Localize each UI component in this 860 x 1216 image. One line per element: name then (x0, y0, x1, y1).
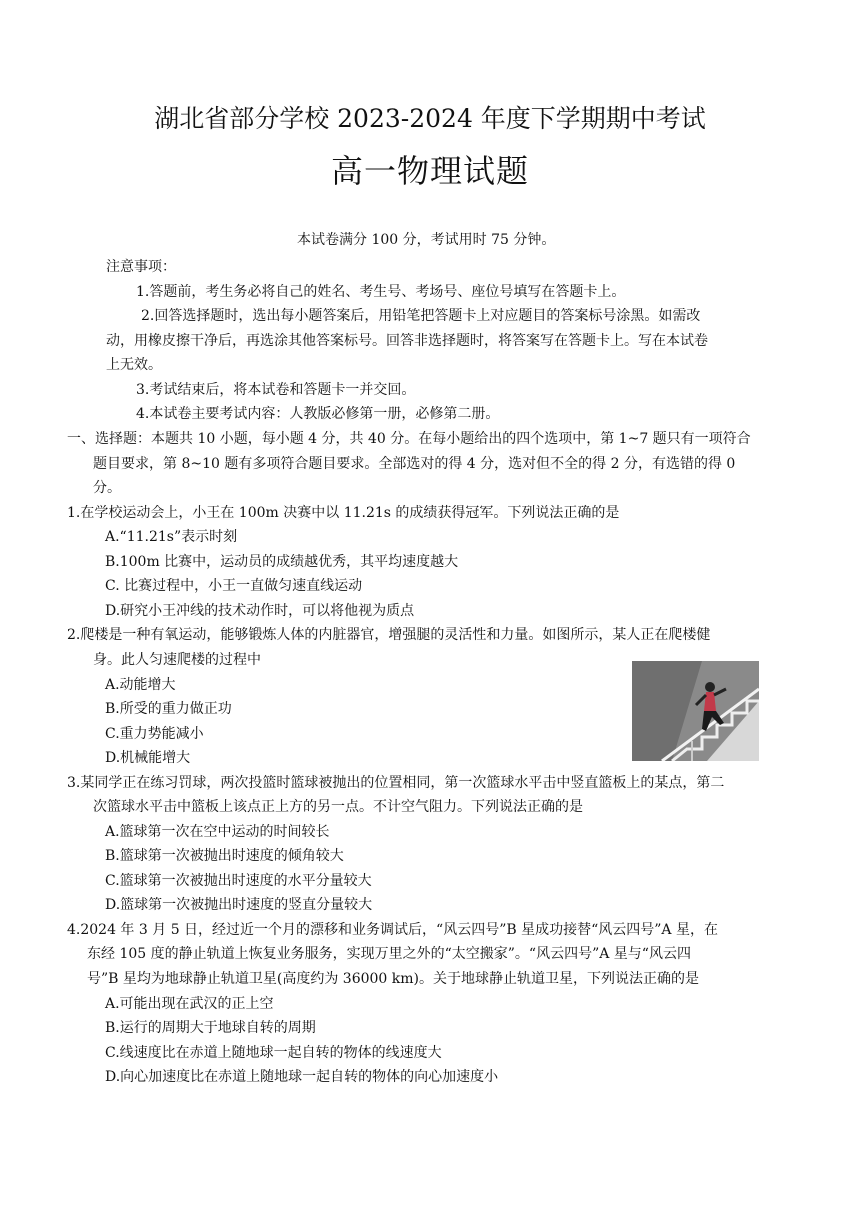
q1-option-b: B.100m 比赛中，运动员的成绩越优秀，其平均速度越大 (105, 554, 459, 570)
q1-option-a: A.“11.21s”表示时刻 (105, 529, 238, 545)
q1-option-d: D.研究小王冲线的技术动作时，可以将他视为质点 (105, 603, 415, 619)
score-note: 本试卷满分 100 分，考试用时 75 分钟。 (297, 232, 556, 248)
section1-line-2: 题目要求，第 8~10 题有多项符合题目要求。全部选对的得 4 分，选对但不全的得 2 分，有选错的得 0 (93, 456, 736, 472)
q4-option-d: D.向心加速度比在赤道上随地球一起自转的物体的向心加速度小 (105, 1069, 499, 1085)
q4-option-b: B.运行的周期大于地球自转的周期 (105, 1020, 316, 1036)
q2-option-a: A.动能增大 (105, 677, 176, 693)
subject-title: 高一物理试题 (330, 152, 529, 190)
q2-stem-line-2: 身。此人匀速爬楼的过程中 (93, 652, 261, 668)
q4-option-a: A.可能出现在武汉的正上空 (105, 996, 274, 1012)
q1-stem: 1.在学校运动会上，小王在 100m 决赛中以 11.21s 的成绩获得冠军。下列说法正确的是 (67, 505, 620, 521)
q3-option-c: C.篮球第一次被抛出时速度的水平分量较大 (105, 873, 372, 889)
q3-stem-line-2: 次篮球水平击中篮板上该点正上方的另一点。不计空气阻力。下列说法正确的是 (93, 799, 583, 815)
notice-item-1: 1.答题前，考生务必将自己的姓名、考生号、考场号、座位号填写在答题卡上。 (136, 284, 626, 300)
notice-item-2-line-3: 上无效。 (106, 357, 162, 373)
exam-title: 湖北省部分学校 2023-2024 年度下学期期中考试 (154, 104, 706, 133)
section1-line-3: 分。 (93, 480, 121, 496)
notice-heading: 注意事项： (106, 259, 176, 275)
notice-item-2-line-2: 动，用橡皮擦干净后，再选涂其他答案标号。回答非选择题时，将答案写在答题卡上。写在本试卷 (106, 333, 708, 349)
notice-item-2-line-1: 2.回答选择题时，选出每小题答案后，用铅笔把答题卡上对应题目的答案标号涂黑。如需改 (141, 308, 701, 324)
q3-stem-line-1: 3.某同学正在练习罚球，两次投篮时篮球被抛出的位置相同，第一次篮球水平击中竖直篮板上的某点，第二 (67, 775, 725, 791)
q3-option-a: A.篮球第一次在空中运动的时间较长 (105, 824, 330, 840)
q2-stem-line-1: 2.爬楼是一种有氧运动，能够锻炼人体的内脏器官，增强腿的灵活性和力量。如图所示，某人正在爬楼健 (67, 627, 711, 643)
q3-option-b: B.篮球第一次被抛出时速度的倾角较大 (105, 848, 344, 864)
q2-option-c: C.重力势能减小 (105, 726, 204, 742)
notice-item-4: 4.本试卷主要考试内容：人教版必修第一册，必修第二册。 (136, 406, 500, 422)
q4-stem-line-3: 号”B 星均为地球静止轨道卫星(高度约为 36000 km)。关于地球静止轨道卫星，下列说法正确的是 (87, 971, 700, 987)
q3-option-d: D.篮球第一次被抛出时速度的竖直分量较大 (105, 897, 373, 913)
stair-climbing-photo (632, 661, 759, 761)
q1-option-c: C. 比赛过程中，小王一直做匀速直线运动 (105, 578, 363, 594)
q4-stem-line-1: 4.2024 年 3 月 5 日，经过近一个月的漂移和业务调试后，“风云四号”B 星成功接替“风云四号”A 星，在 (67, 922, 718, 938)
section1-line-1: 一、选择题：本题共 10 小题，每小题 4 分，共 40 分。在每小题给出的四个选项中，第 1~7 题只有一项符合 (67, 431, 751, 447)
q2-option-b: B.所受的重力做正功 (105, 701, 232, 717)
q4-stem-line-2: 东经 105 度的静止轨道上恢复业务服务，实现万里之外的“太空搬家”。“风云四号”A 星与“风云四 (87, 946, 691, 962)
q2-option-d: D.机械能增大 (105, 750, 191, 766)
notice-item-3: 3.考试结束后，将本试卷和答题卡一并交回。 (136, 382, 416, 398)
q4-option-c: C.线速度比在赤道上随地球一起自转的物体的线速度大 (105, 1045, 442, 1061)
